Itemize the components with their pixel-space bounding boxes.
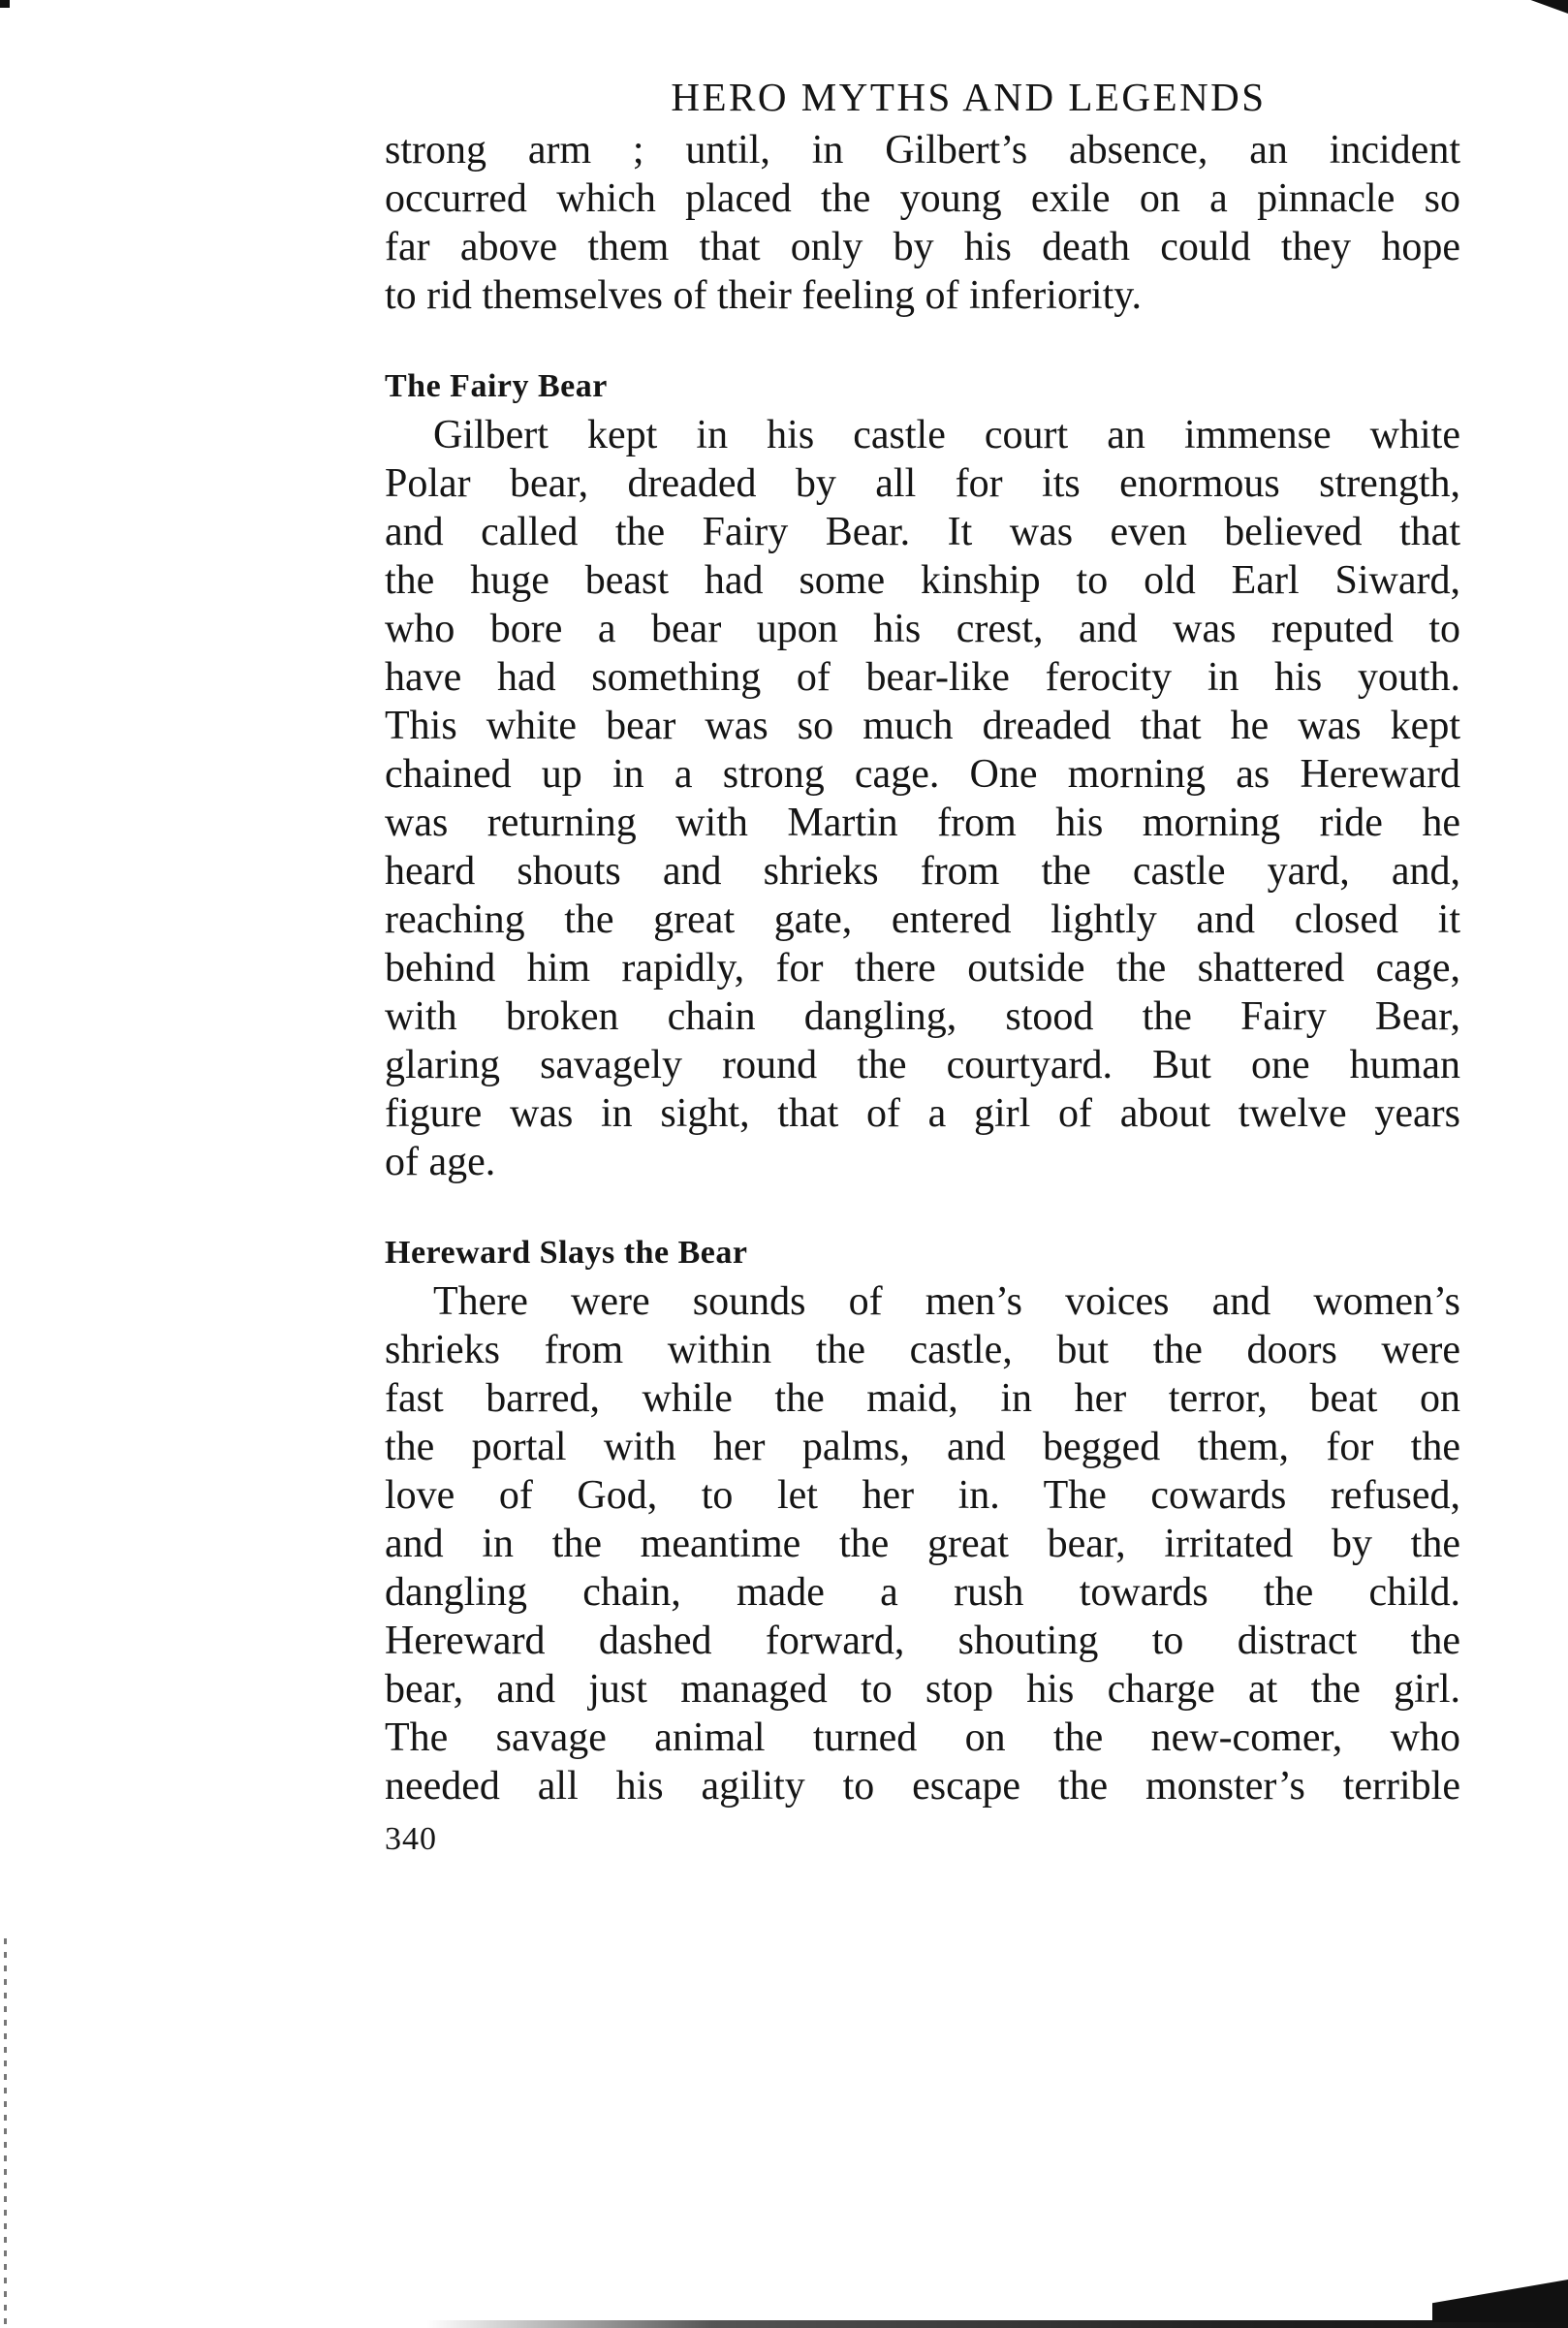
text-line: with broken chain dangling, stood the Fairy Bear, xyxy=(385,994,1460,1039)
running-head: HERO MYTHS AND LEGENDS xyxy=(671,75,1267,119)
text-line: chained up in a strong cage. One morning as Hereward xyxy=(385,752,1460,797)
text-line: occurred which placed the young exile on a pinnacle so xyxy=(385,176,1460,221)
section-heading: The Fairy Bear xyxy=(385,368,608,404)
text-line: The savage animal turned on the new-comer, who xyxy=(385,1715,1460,1760)
text-line: and in the meantime the great bear, irritated by the xyxy=(385,1522,1460,1566)
text-line: There were sounds of men’s voices and women’s xyxy=(433,1279,1460,1324)
section-paragraph xyxy=(385,411,1460,1186)
section-spacer xyxy=(385,320,1460,362)
text-line: strong arm ; until, in Gilbert’s absence, an incident xyxy=(385,128,1460,173)
text-line: have had something of bear-like ferocity in his youth. xyxy=(385,655,1460,700)
section-spacer xyxy=(385,1186,1460,1229)
text-line: This white bear was so much dreaded that he was kept xyxy=(385,704,1460,748)
scan-edge-mark xyxy=(0,0,10,8)
text-line: behind him rapidly, for there outside the shattered cage, xyxy=(385,946,1460,991)
text-line: shrieks from within the castle, but the doors were xyxy=(385,1328,1460,1372)
scan-edge-mark xyxy=(426,2320,1568,2328)
text-line: reaching the great gate, entered lightly and closed it xyxy=(385,897,1460,942)
text-line: figure was in sight, that of a girl of about twelve years xyxy=(385,1091,1460,1136)
text-line: Hereward dashed forward, shouting to distract the xyxy=(385,1619,1460,1663)
text-line: Gilbert kept in his castle court an immense white xyxy=(433,413,1460,457)
book-page xyxy=(385,68,1460,1861)
text-line: love of God, to let her in. The cowards refused, xyxy=(385,1473,1460,1518)
section-paragraph xyxy=(385,1277,1460,1810)
text-line: bear, and just managed to stop his charge at the girl. xyxy=(385,1667,1460,1712)
text-line: Polar bear, dreaded by all for its enormous strength, xyxy=(385,461,1460,506)
text-line: the portal with her palms, and begged them, for the xyxy=(385,1425,1460,1469)
scan-corner-mark xyxy=(1527,0,1568,41)
text-line: who bore a bear upon his crest, and was reputed to xyxy=(385,607,1460,651)
text-line: needed all his agility to escape the monster’s terrible xyxy=(385,1764,1460,1809)
opening-paragraph xyxy=(385,126,1460,320)
text-line: far above them that only by his death could they hope xyxy=(385,225,1460,269)
text-line: glaring savagely round the courtyard. But one human xyxy=(385,1043,1460,1087)
text-line: heard shouts and shrieks from the castle yard, and, xyxy=(385,849,1460,894)
section-heading: Hereward Slays the Bear xyxy=(385,1235,748,1271)
page-number: 340 xyxy=(385,1821,437,1857)
text-line: dangling chain, made a rush towards the child. xyxy=(385,1570,1460,1615)
text-line: fast barred, while the maid, in her terror, beat on xyxy=(385,1376,1460,1421)
text-line: of age. xyxy=(385,1140,496,1184)
text-line: to rid themselves of their feeling of inferiority. xyxy=(385,273,1143,318)
text-line: and called the Fairy Bear. It was even believed that xyxy=(385,510,1460,554)
text-line: was returning with Martin from his morning ride he xyxy=(385,801,1460,845)
text-line: the huge beast had some kinship to old Earl Siward, xyxy=(385,558,1460,603)
scan-edge-mark xyxy=(4,1938,7,2326)
scan-corner-mark xyxy=(1432,2280,1568,2322)
